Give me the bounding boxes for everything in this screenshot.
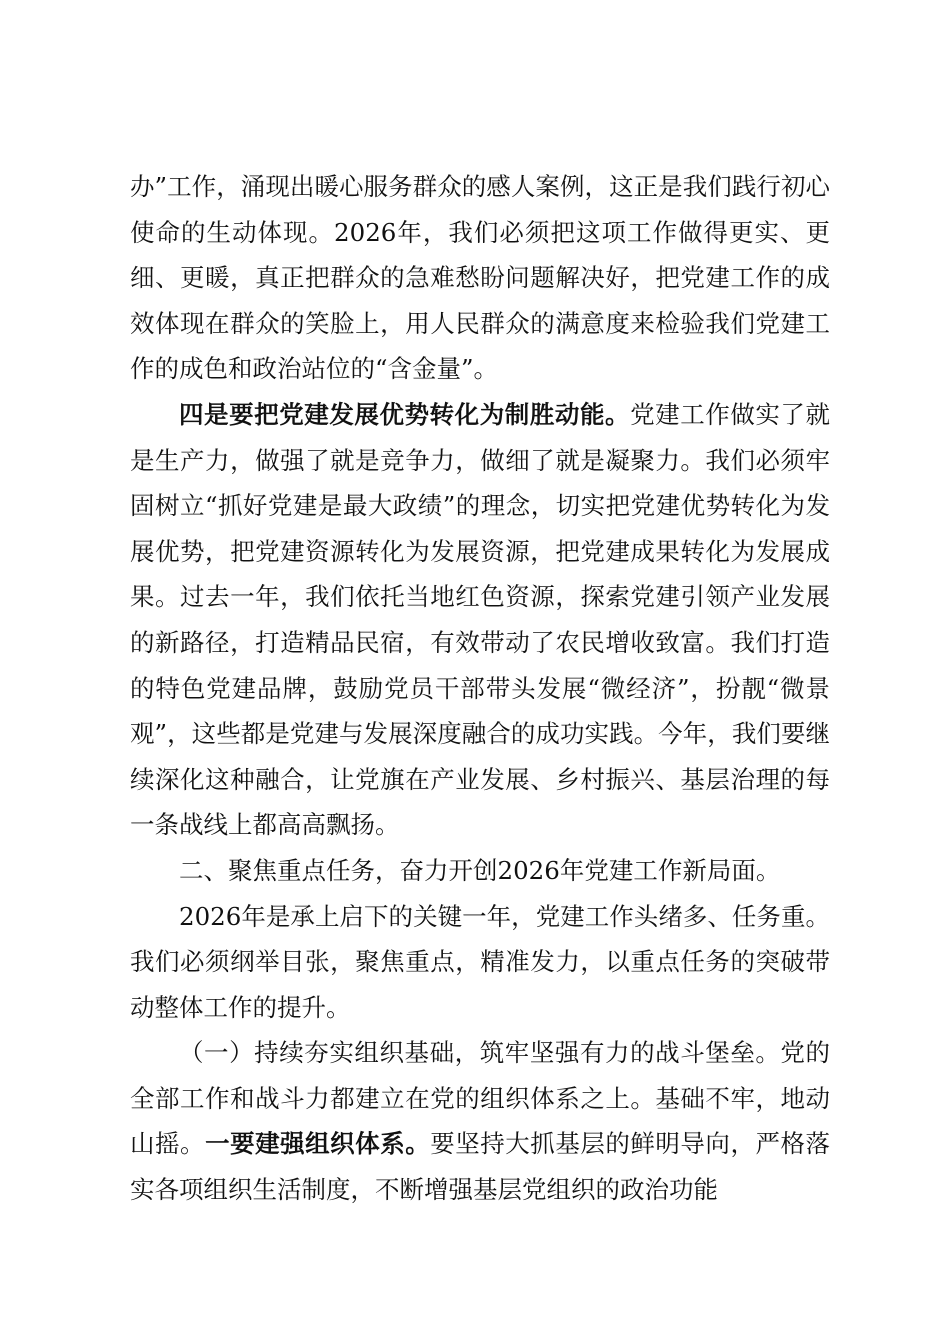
paragraph-2-text: 党建工作做实了就是生产力，做强了就是竞争力，做细了就是凝聚力。我们必须牢固树立“抓好党建是最大政绩”的理念，切实把党建优势转化为发展优势，把党建资源转化为发展资源，把党建成果转化为发展成果。过去一年，我们依托当地红色资源，探索党建引领产业发展的新路径，打造精品民宿，有效带动了农民增收致富。我们打造的特色党建品牌，鼓励党员干部带头发展“微经济”，扮靓“微景观”，这些都是党建与发展深度融合的成功实践。今年，我们要继续深化这种融合，让党旗在产业发展、乡村振兴、基层治理的每一条战线上都高高飘扬。 (130, 399, 830, 840)
paragraph-1-text: 办”工作，涌现出暖心服务群众的感人案例，这正是我们践行初心使命的生动体现。2026年，我们必须把这项工作做得更实、更细、更暖，真正把群众的急难愁盼问题解决好，把党建工作的成效体现在群众的笑脸上，用人民群众的满意度来检验我们党建工作的成色和政治站位的“含金量”。 (130, 172, 830, 384)
paragraph-5-text-b: 要坚持大抓基层的鲜明导向，严格落实各项组织生活制度，不断增强基层党组织的政治功能 (130, 1129, 831, 1205)
paragraph-4-text: 2026年是承上启下的关键一年，党建工作头绪多、任务重。我们必须纲举目张，聚焦重点，精准发力，以重点任务的突破带动整体工作的提升。 (130, 901, 830, 1022)
section-heading-2-text: 二、聚焦重点任务，奋力开创2026年党建工作新局面。 (179, 855, 781, 885)
section-heading-2 (130, 848, 830, 894)
document-page (130, 164, 830, 1213)
paragraph-2 (130, 392, 830, 848)
paragraph-4 (130, 894, 830, 1031)
paragraph-2-heading: 四是要把党建发展优势转化为制胜动能。 (179, 399, 631, 429)
paragraph-5-text-a: （一）持续夯实组织基础，筑牢坚强有力的战斗堡垒。党的全部工作和战斗力都建立在党的组织体系之上。基础不牢，地动山摇。 (130, 1038, 830, 1159)
paragraph-1 (130, 164, 830, 392)
paragraph-5 (130, 1030, 830, 1212)
paragraph-5-bold: 一要建强组织体系。 (205, 1129, 431, 1159)
